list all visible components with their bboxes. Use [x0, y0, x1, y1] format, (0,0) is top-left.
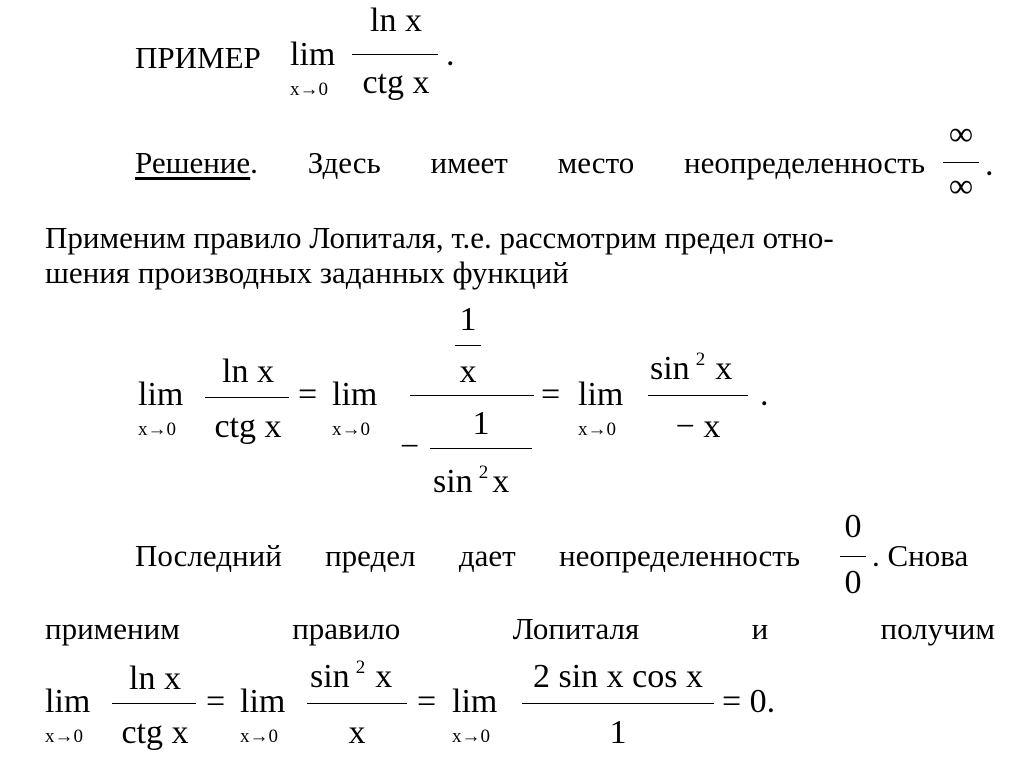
lim-operator: lim: [240, 683, 286, 720]
fraction-bar: [943, 162, 979, 163]
word: дает: [458, 538, 516, 573]
infinity-numerator: ∞: [948, 116, 974, 153]
zero-denominator: 0: [844, 564, 862, 601]
exponent: 2: [695, 349, 706, 370]
para2-line-2: [45, 613, 995, 644]
word: получим: [880, 611, 995, 646]
word: имеет: [430, 145, 508, 180]
zero-numerator: 0: [844, 508, 862, 545]
inner-denominator: x: [459, 353, 477, 390]
lim-operator: lim: [290, 36, 336, 73]
lim-operator: lim: [332, 376, 378, 413]
lim-operator: lim: [578, 376, 624, 413]
lim-operator: lim: [138, 376, 184, 413]
fraction-numerator: sin $^2$ x: [310, 657, 393, 695]
word: предел: [325, 538, 416, 573]
example-dot: .: [446, 36, 455, 73]
word: правило: [292, 611, 401, 646]
solution-label-wrap: [135, 147, 258, 178]
word: место: [557, 145, 635, 180]
inner-fraction-bar: [455, 345, 481, 346]
formula-dot: .: [760, 376, 769, 413]
fraction-numerator: 2 sin x cos x: [533, 658, 703, 695]
lim-operator: lim: [452, 683, 498, 720]
exponent: 2: [355, 657, 366, 678]
inner-numerator: 1: [472, 405, 490, 442]
lim-subscript: x→0: [452, 726, 490, 747]
solution-line-2: Применим правило Лопиталя, т.е. рассмотрим предел отно-: [45, 220, 834, 255]
para2-line1-tail: . Снова: [872, 538, 969, 573]
infinity-denominator: ∞: [948, 168, 974, 205]
main-fraction-bar: [410, 395, 534, 396]
word: неопределенность: [684, 145, 925, 180]
example-label: ПРИМЕР: [135, 40, 261, 75]
fraction-bar: [648, 395, 748, 396]
lim-operator: lim: [45, 683, 91, 720]
lim-subscript: x→0: [45, 726, 83, 747]
fraction-bar: [205, 397, 289, 398]
lim-subscript: x→0: [290, 79, 328, 100]
equals-sign: =: [298, 376, 318, 413]
fraction-bar: [307, 703, 407, 704]
solution-line-1: [135, 147, 925, 178]
fraction-denominator: ctg x: [121, 714, 189, 751]
word: неопределенность: [559, 538, 800, 573]
solution-label: Решение: [135, 145, 251, 180]
word: Лопиталя: [512, 611, 640, 646]
fraction-denominator: ctg x: [214, 408, 282, 445]
word: применим: [45, 611, 180, 646]
equals-sign: =: [206, 683, 226, 720]
lim-subscript: x→0: [240, 726, 278, 747]
inner-fraction-bar: [430, 448, 532, 449]
equals-sign: =: [417, 683, 437, 720]
result: = 0.: [722, 683, 776, 720]
fraction-bar: [112, 703, 196, 704]
solution-line1-dot: .: [985, 146, 994, 183]
minus-sign: −: [400, 428, 420, 465]
inner-numerator: 1: [459, 301, 477, 338]
solution-line-3: шения производных заданных функций: [45, 255, 569, 290]
fraction-numerator: ln x: [370, 2, 422, 39]
lim-subscript: x→0: [332, 419, 370, 440]
fraction-denominator: ctg x: [362, 64, 430, 101]
para2-line-1: [135, 540, 800, 571]
word: Последний: [135, 538, 282, 573]
fraction-denominator: 1: [609, 714, 627, 751]
fraction-denominator: x: [348, 714, 366, 751]
word: Здесь: [307, 145, 381, 180]
fraction-bar: [352, 54, 438, 55]
fraction-bar: [840, 556, 866, 557]
inner-denominator: sin $^2$ x: [433, 462, 510, 500]
equals-sign: =: [541, 376, 561, 413]
fraction-bar: [522, 703, 714, 704]
exponent: 2: [478, 462, 489, 483]
fraction-numerator: ln x: [222, 353, 274, 390]
lim-subscript: x→0: [578, 419, 616, 440]
word: и: [751, 611, 769, 646]
fraction-numerator: ln x: [129, 660, 181, 697]
fraction-denominator: − x: [675, 408, 721, 445]
fraction-numerator: sin $^2$ x: [650, 349, 733, 387]
lim-subscript: x→0: [138, 419, 176, 440]
solution-dot: .: [250, 145, 258, 180]
